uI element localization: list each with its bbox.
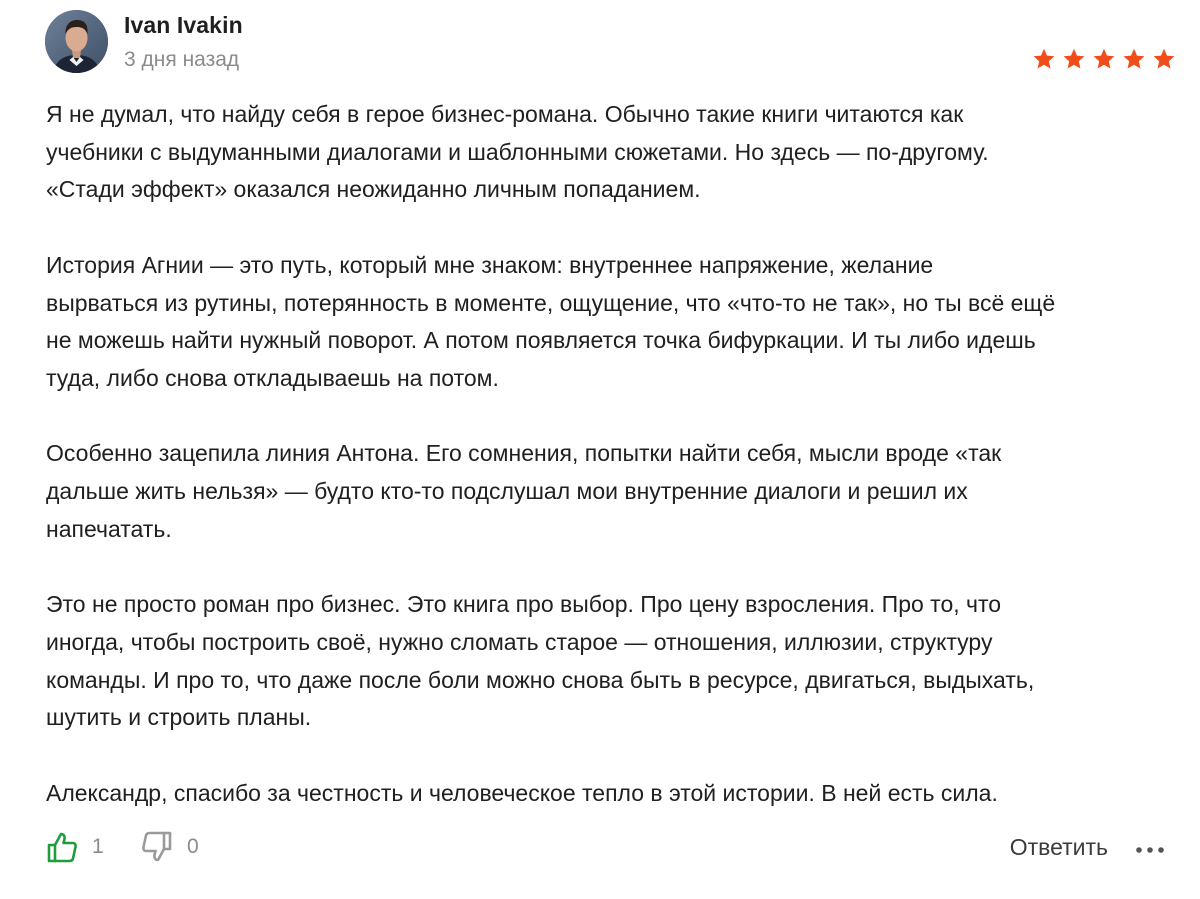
star-icon	[1122, 47, 1146, 71]
star-icon	[1032, 47, 1056, 71]
review-actions	[46, 830, 1170, 870]
like-button[interactable]	[46, 830, 104, 864]
thumbs-up-icon	[46, 830, 78, 864]
star-icon	[1062, 47, 1086, 71]
dislike-count: 0	[187, 835, 199, 858]
author-name[interactable]: Ivan Ivakin	[124, 12, 243, 38]
review-paragraph: История Агнии — это путь, который мне знаком: внутреннее напряжение, желание вырваться из рутины, потерянность в моменте, ощущение, что «что-то не так», но ты всё ещё не можешь найти нужный поворот. А потом появляется точка бифуркации. И ты либо идешь туда, либо снова откладываешь на потом.	[46, 251, 1056, 391]
dislike-button[interactable]	[141, 830, 199, 864]
like-count: 1	[92, 835, 104, 858]
star-icon	[1152, 47, 1176, 71]
review-paragraph: Александр, спасибо за честность и человеческое тепло в этой истории. В ней есть сила.	[46, 779, 998, 806]
review-paragraph: Особенно зацепила линия Антона. Его сомнения, попытки найти себя, мысли вроде «так дальше жить нельзя» — будто кто-то подслушал мои внутренние диалоги и решил их напечатать.	[46, 440, 1002, 542]
review-paragraph: Это не просто роман про бизнес. Это книга про выбор. Про цену взросления. Про то, что иногда, чтобы построить своё, нужно сломать старое — отношения, иллюзии, структуру команды. И про то, что даже после боли можно снова быть в ресурсе, двигаться, выдыхать, шутить и строить планы.	[46, 591, 1035, 731]
more-dots-icon	[1134, 838, 1166, 862]
star-icon	[1092, 47, 1116, 71]
more-button[interactable]	[1134, 838, 1166, 862]
reply-button[interactable]: Ответить	[1009, 834, 1108, 860]
review-text	[46, 96, 1176, 812]
review-paragraph: Я не думал, что найду себя в герое бизнес-романа. Обычно такие книги читаются как учебники с выдуманными диалогами и шаблонными сюжетами. Но здесь — по-другому. «Стади эффект» оказался неожиданно личным попаданием.	[46, 101, 989, 203]
thumbs-down-icon	[141, 830, 173, 864]
avatar-image	[45, 10, 108, 73]
rating-stars	[1032, 47, 1176, 71]
avatar[interactable]	[45, 10, 108, 73]
review-date: 3 дня назад	[124, 48, 240, 71]
